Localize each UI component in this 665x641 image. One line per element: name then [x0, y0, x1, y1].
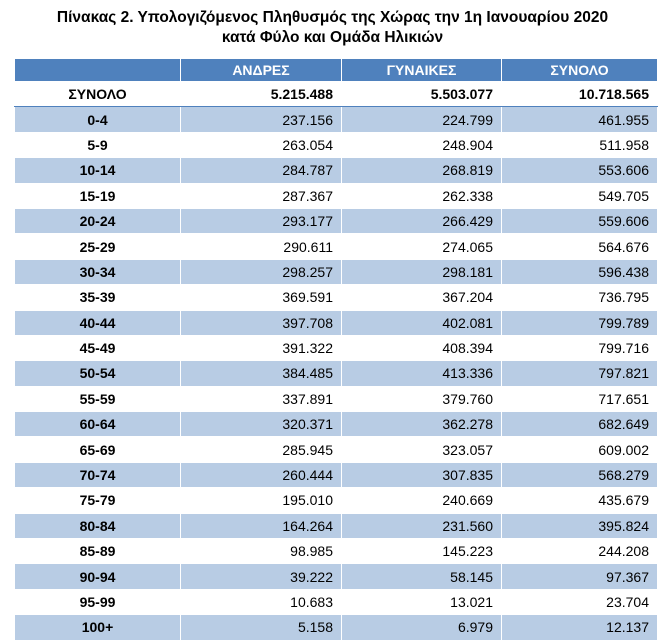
total-row-total: 10.718.565 [502, 82, 658, 107]
total-row-label: ΣΥΝΟΛΟ [15, 82, 181, 107]
age-group-cell: 55-59 [15, 386, 181, 411]
men-cell: 285.945 [181, 437, 342, 462]
men-cell: 10.683 [181, 589, 342, 614]
age-group-cell: 100+ [15, 615, 181, 640]
women-cell: 408.394 [342, 335, 502, 360]
table-row [15, 208, 658, 233]
men-cell: 397.708 [181, 310, 342, 335]
total-cell: 568.279 [502, 462, 658, 487]
total-cell: 559.606 [502, 208, 658, 233]
women-cell: 362.278 [342, 412, 502, 437]
men-cell: 293.177 [181, 208, 342, 233]
title-line-2: κατά Φύλο και Ομάδα Ηλικιών [221, 29, 444, 46]
men-cell: 369.591 [181, 285, 342, 310]
men-cell: 237.156 [181, 107, 342, 132]
total-cell: 549.705 [502, 183, 658, 208]
total-cell: 799.789 [502, 310, 658, 335]
header-men: ΑΝΔΡΕΣ [181, 59, 342, 82]
header-women: ΓΥΝΑΙΚΕΣ [342, 59, 502, 82]
table-row [15, 259, 658, 284]
header-total: ΣΥΝΟΛΟ [502, 59, 658, 82]
table-row [15, 564, 658, 589]
age-group-cell: 65-69 [15, 437, 181, 462]
table-row [15, 615, 658, 640]
total-cell: 564.676 [502, 234, 658, 259]
age-group-cell: 45-49 [15, 335, 181, 360]
table-row [15, 158, 658, 183]
women-cell: 413.336 [342, 361, 502, 386]
women-cell: 248.904 [342, 132, 502, 157]
women-cell: 6.979 [342, 615, 502, 640]
age-group-cell: 5-9 [15, 132, 181, 157]
women-cell: 268.819 [342, 158, 502, 183]
women-cell: 379.760 [342, 386, 502, 411]
total-cell: 435.679 [502, 488, 658, 513]
age-group-cell: 90-94 [15, 564, 181, 589]
table-row [15, 107, 658, 132]
total-cell: 682.649 [502, 412, 658, 437]
age-group-cell: 80-84 [15, 513, 181, 538]
table-row [15, 386, 658, 411]
men-cell: 98.985 [181, 539, 342, 564]
women-cell: 262.338 [342, 183, 502, 208]
table-row [15, 539, 658, 564]
total-cell: 609.002 [502, 437, 658, 462]
table-row [15, 513, 658, 538]
men-cell: 164.264 [181, 513, 342, 538]
table-row [15, 589, 658, 614]
age-group-cell: 75-79 [15, 488, 181, 513]
age-group-cell: 25-29 [15, 234, 181, 259]
table-row [15, 285, 658, 310]
total-cell: 244.208 [502, 539, 658, 564]
women-cell: 323.057 [342, 437, 502, 462]
header-row [15, 59, 658, 82]
women-cell: 274.065 [342, 234, 502, 259]
women-cell: 145.223 [342, 539, 502, 564]
women-cell: 402.081 [342, 310, 502, 335]
men-cell: 284.787 [181, 158, 342, 183]
total-cell: 553.606 [502, 158, 658, 183]
women-cell: 307.835 [342, 462, 502, 487]
women-cell: 240.669 [342, 488, 502, 513]
table-row [15, 361, 658, 386]
total-cell: 736.795 [502, 285, 658, 310]
total-cell: 797.821 [502, 361, 658, 386]
table-row [15, 412, 658, 437]
total-cell: 511.958 [502, 132, 658, 157]
total-cell: 395.824 [502, 513, 658, 538]
men-cell: 39.222 [181, 564, 342, 589]
table-row [15, 335, 658, 360]
total-row-women: 5.503.077 [342, 82, 502, 107]
men-cell: 287.367 [181, 183, 342, 208]
men-cell: 290.611 [181, 234, 342, 259]
women-cell: 298.181 [342, 259, 502, 284]
table-row [15, 462, 658, 487]
title-line-1: Πίνακας 2. Υπολογιζόμενος Πληθυσμός της Χώρας την 1η Ιανουαρίου 2020 [56, 9, 609, 26]
table-row [15, 234, 658, 259]
men-cell: 263.054 [181, 132, 342, 157]
men-cell: 384.485 [181, 361, 342, 386]
table-row [15, 310, 658, 335]
age-group-cell: 10-14 [15, 158, 181, 183]
age-group-cell: 35-39 [15, 285, 181, 310]
population-table [14, 58, 658, 641]
total-cell: 596.438 [502, 259, 658, 284]
men-cell: 337.891 [181, 386, 342, 411]
table-row [15, 437, 658, 462]
women-cell: 266.429 [342, 208, 502, 233]
age-group-cell: 50-54 [15, 361, 181, 386]
age-group-cell: 40-44 [15, 310, 181, 335]
age-group-cell: 30-34 [15, 259, 181, 284]
age-group-cell: 85-89 [15, 539, 181, 564]
header-age-group [15, 59, 181, 82]
age-group-cell: 15-19 [15, 183, 181, 208]
age-group-cell: 70-74 [15, 462, 181, 487]
men-cell: 320.371 [181, 412, 342, 437]
age-group-cell: 95-99 [15, 589, 181, 614]
total-row [15, 82, 658, 107]
age-group-cell: 60-64 [15, 412, 181, 437]
table-row [15, 132, 658, 157]
table-row [15, 183, 658, 208]
total-row-men: 5.215.488 [181, 82, 342, 107]
total-cell: 97.367 [502, 564, 658, 589]
table-title [0, 0, 665, 48]
age-group-cell: 20-24 [15, 208, 181, 233]
women-cell: 367.204 [342, 285, 502, 310]
total-cell: 717.651 [502, 386, 658, 411]
women-cell: 13.021 [342, 589, 502, 614]
total-cell: 461.955 [502, 107, 658, 132]
total-cell: 799.716 [502, 335, 658, 360]
table-row [15, 488, 658, 513]
men-cell: 298.257 [181, 259, 342, 284]
total-cell: 12.137 [502, 615, 658, 640]
men-cell: 391.322 [181, 335, 342, 360]
women-cell: 58.145 [342, 564, 502, 589]
age-group-cell: 0-4 [15, 107, 181, 132]
men-cell: 5.158 [181, 615, 342, 640]
men-cell: 195.010 [181, 488, 342, 513]
men-cell: 260.444 [181, 462, 342, 487]
total-cell: 23.704 [502, 589, 658, 614]
women-cell: 231.560 [342, 513, 502, 538]
women-cell: 224.799 [342, 107, 502, 132]
